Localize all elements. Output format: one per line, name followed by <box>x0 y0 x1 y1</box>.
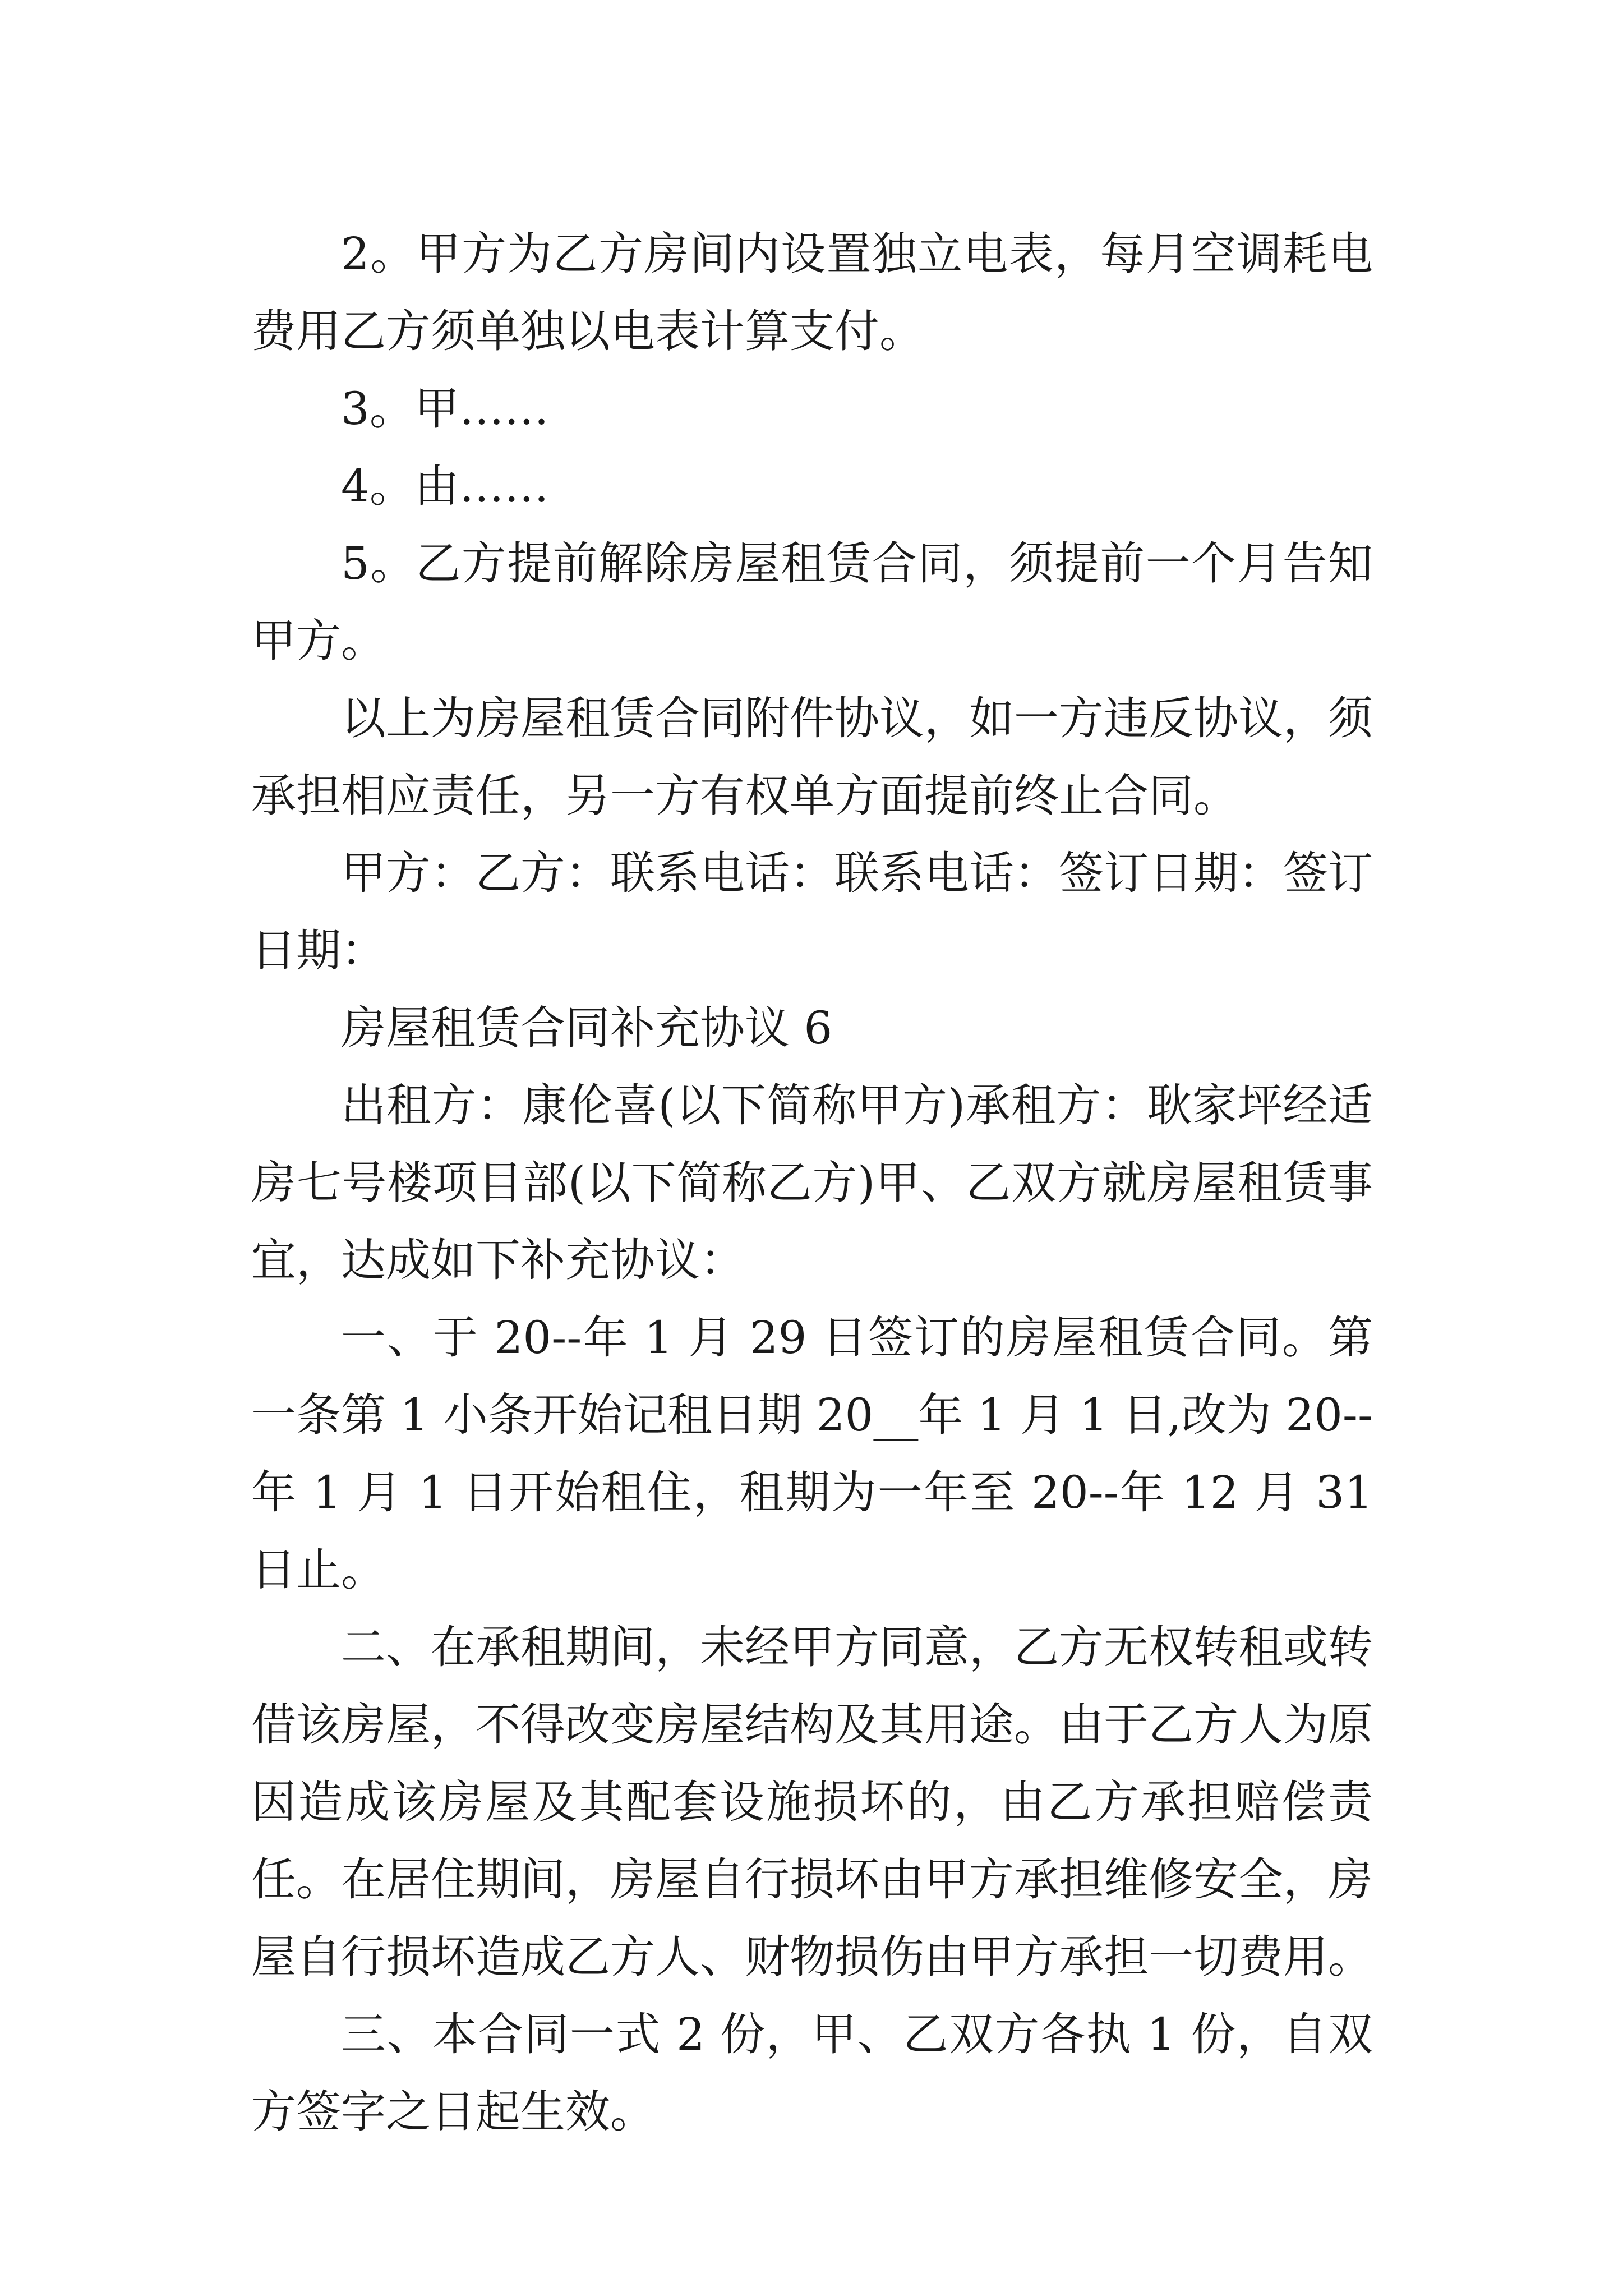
paragraph-article-3: 三、本合同一式 2 份，甲、乙双方各执 1 份，自双方签字之日起生效。 <box>251 2008 1373 2138</box>
paragraph-clause-3: 3。甲…… <box>341 383 549 435</box>
paragraph-clause-4: 4。由…… <box>341 460 549 512</box>
paragraph-article-2: 二、在承租期间，未经甲方同意，乙方无权转租或转借该房屋，不得改变房屋结构及其用途。由于乙方人为原因造成该房屋及其配套设施损坏的，由乙方承担赔偿责任。在居住期间，房屋自行损坏由甲方承担维修安全，房屋自行损坏造成乙方人、财物损伤由甲方承担一切费用。 <box>251 1621 1373 1983</box>
paragraph-signature-fields: 甲方：乙方：联系电话：联系电话：签订日期：签订日期： <box>251 847 1373 977</box>
document-body <box>251 215 1373 2151</box>
paragraph-clause-2: 2。甲方为乙方房间内设置独立电表，每月空调耗电费用乙方须单独以电表计算支付。 <box>251 228 1373 357</box>
paragraph-parties: 出租方：康伦喜(以下简称甲方)承租方：耿家坪经适房七号楼项目部(以下简称乙方)甲、乙双方就房屋租赁事宜，达成如下补充协议： <box>251 1079 1373 1286</box>
paragraph-clause-5: 5。乙方提前解除房屋租赁合同，须提前一个月告知甲方。 <box>251 537 1373 667</box>
paragraph-article-1: 一、于 20--年 1 月 29 日签订的房屋租赁合同。第一条第 1 小条开始记租日期 20__年 1 月 1 日,改为 20--年 1 月 1 日开始租住，租期为一年至 20--年 12 月 31 日止。 <box>251 1312 1373 1596</box>
paragraph-summary: 以上为房屋租赁合同附件协议，如一方违反协议，须承担相应责任，另一方有权单方面提前终止合同。 <box>251 692 1373 822</box>
section-title: 房屋租赁合同补充协议 6 <box>341 1002 833 1054</box>
